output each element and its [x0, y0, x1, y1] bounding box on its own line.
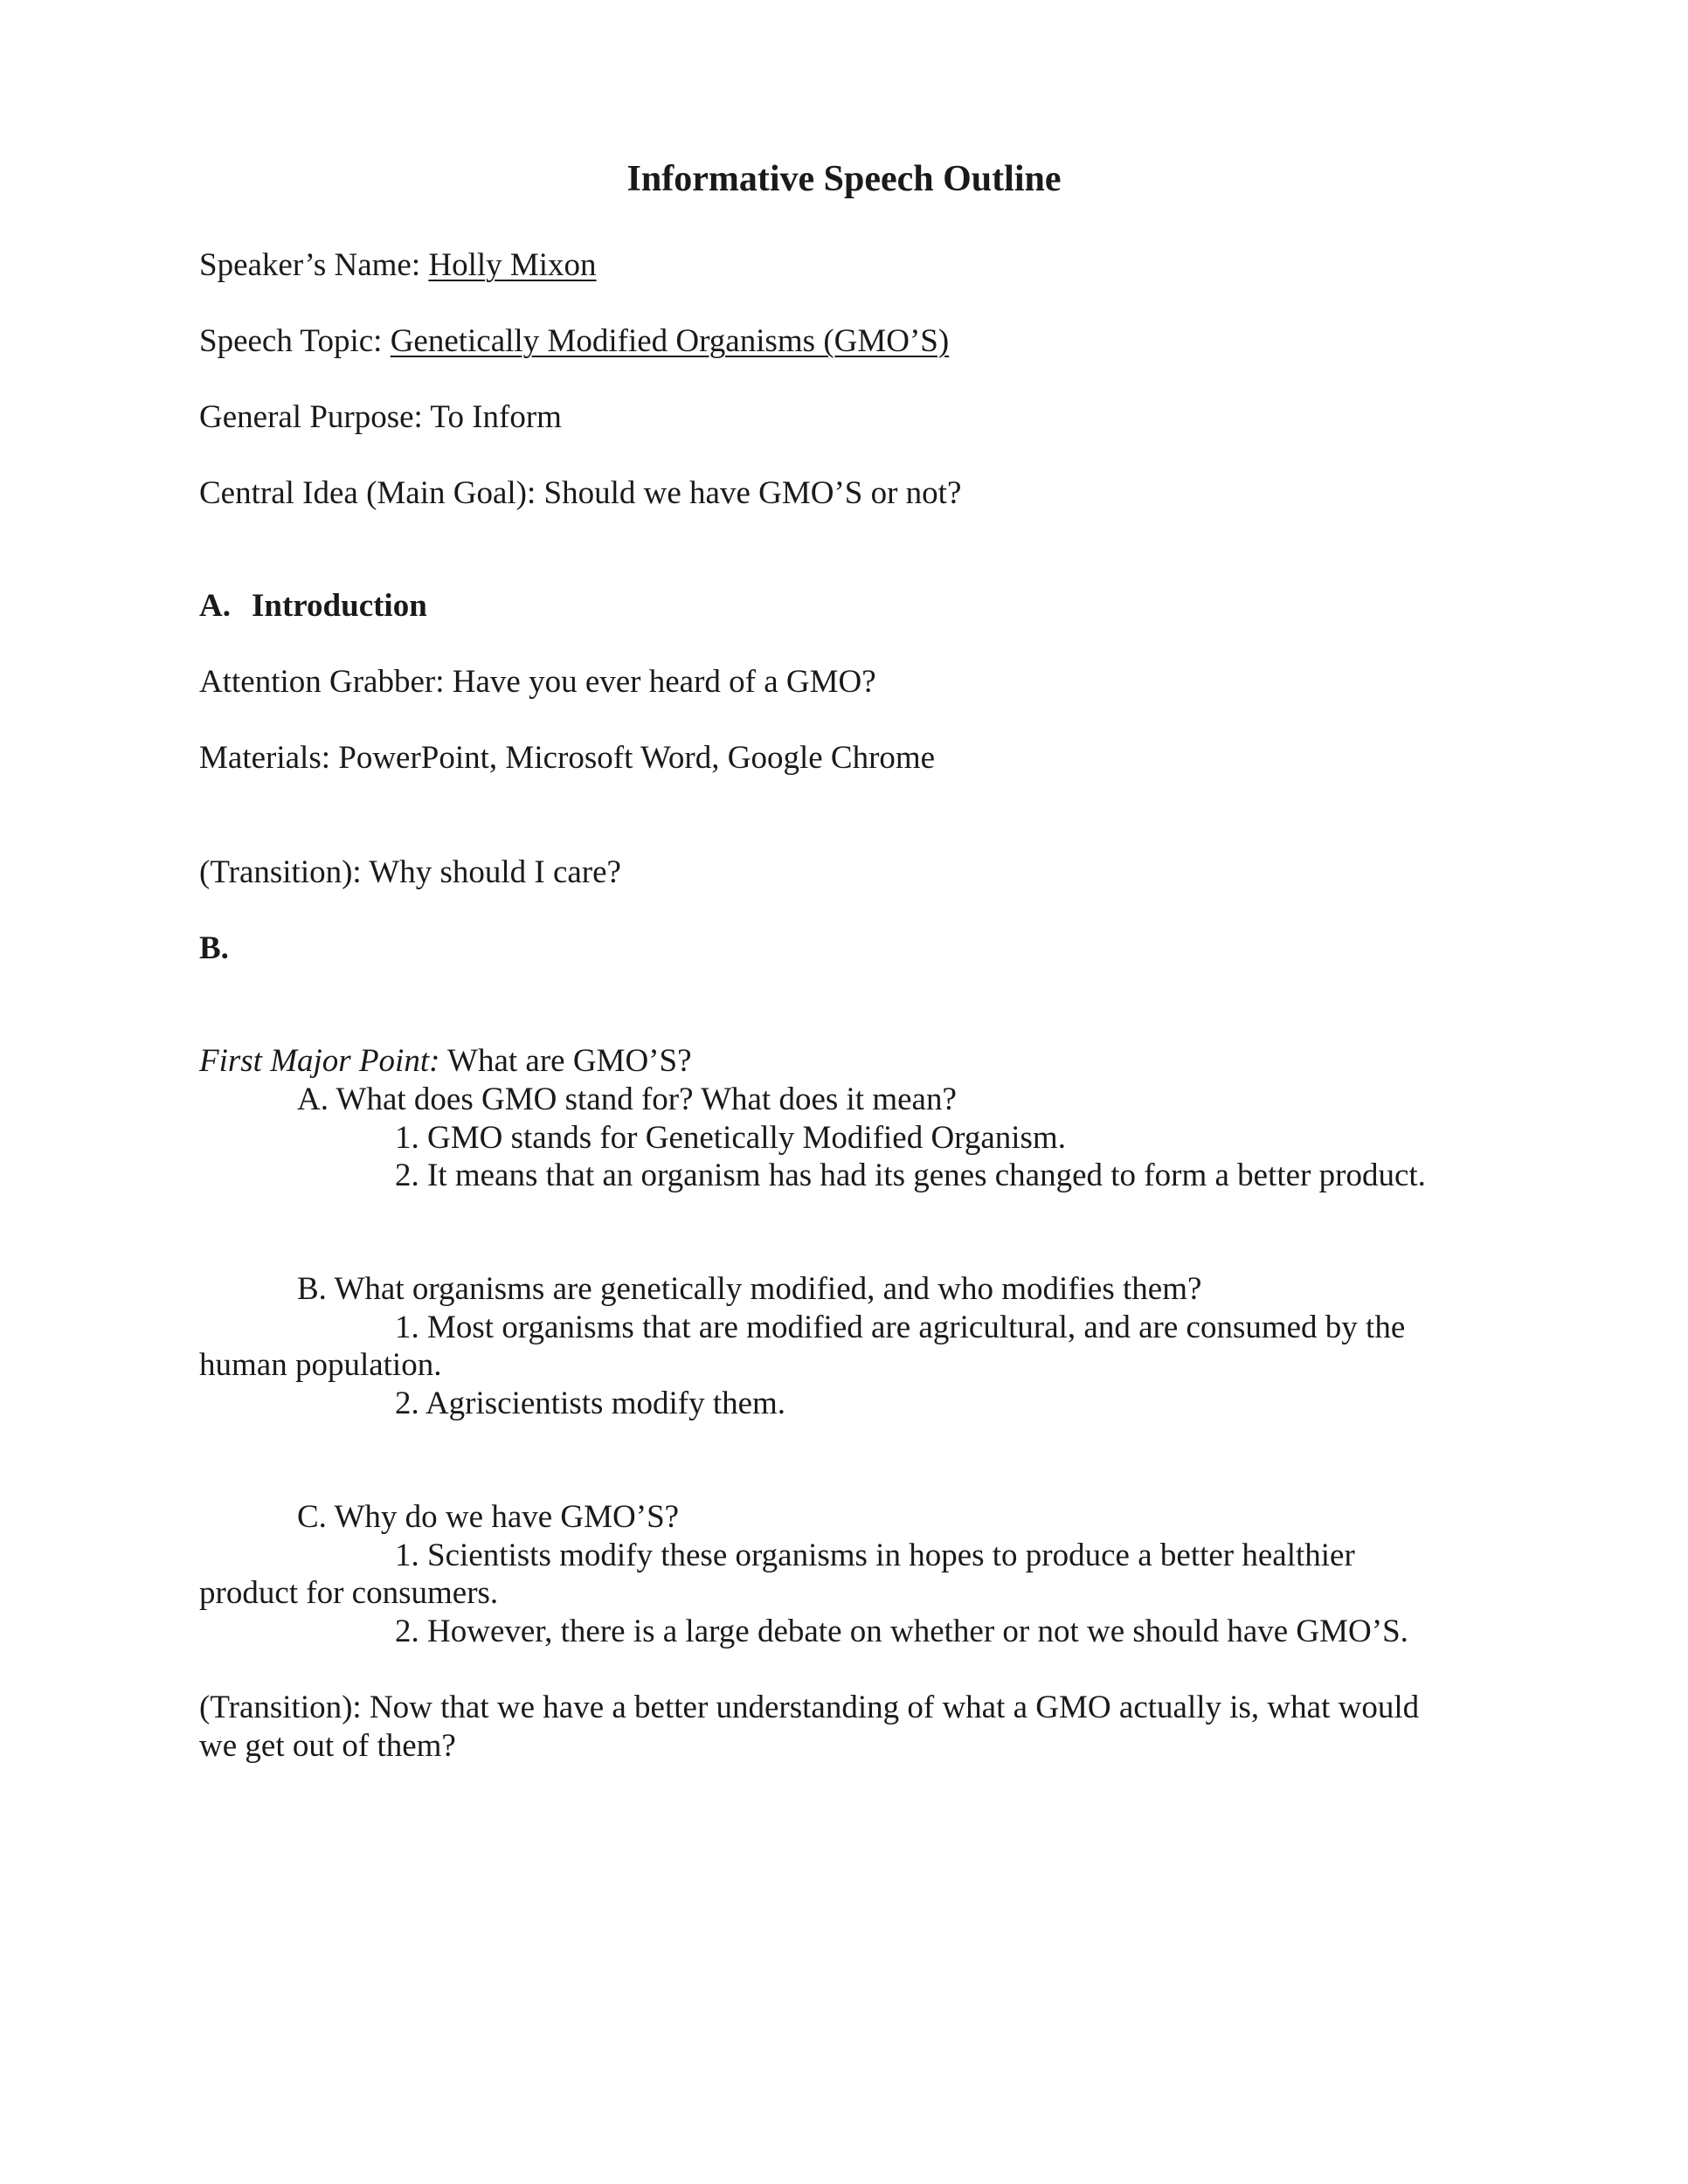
point-a-heading: A. What does GMO stand for? What does it mean? — [297, 1082, 957, 1117]
point-a-item-1: 1. GMO stands for Genetically Modified Organism. — [395, 1120, 1066, 1156]
point-c-heading: C. Why do we have GMO’S? — [297, 1499, 680, 1535]
first-major-point-question: What are GMO’S? — [439, 1043, 692, 1079]
speech-topic-label: Speech Topic: — [199, 323, 391, 359]
point-a-item-2: 2. It means that an organism has had its genes changed to form a better product. — [395, 1158, 1426, 1193]
introduction-heading — [199, 587, 427, 625]
page-title: Informative Speech Outline — [626, 159, 1062, 199]
speaker-name-label: Speaker’s Name: — [199, 247, 429, 283]
point-b-item-2: 2. Agriscientists modify them. — [395, 1386, 786, 1421]
introduction-letter: A. — [199, 588, 231, 624]
point-c-item-2: 2. However, there is a large debate on whether or not we should have GMO’S. — [395, 1614, 1408, 1649]
point-b-item-1: 1. Most organisms that are modified are agricultural, and are consumed by the — [395, 1310, 1406, 1345]
general-purpose: General Purpose: To Inform — [199, 399, 562, 435]
attention-grabber: Attention Grabber: Have you ever heard of a GMO? — [199, 664, 876, 700]
first-major-point — [199, 1042, 692, 1081]
transition-first-point: (Transition): Now that we have a better understanding of what a GMO actually is, what would — [199, 1690, 1420, 1725]
speaker-name-value: Holly Mixon — [428, 247, 597, 283]
central-idea: Central Idea (Main Goal): Should we have GMO’S or not? — [199, 475, 962, 511]
point-b-heading: B. What organisms are genetically modified, and who modifies them? — [297, 1271, 1202, 1307]
speaker-name-line — [199, 246, 597, 285]
section-b-heading: B. — [199, 930, 229, 966]
point-c-item-1-continued: product for consumers. — [199, 1575, 499, 1611]
speech-topic-line — [199, 322, 949, 361]
introduction-title: Introduction — [251, 588, 427, 624]
transition-intro: (Transition): Why should I care? — [199, 854, 621, 890]
speech-topic-value: Genetically Modified Organisms (GMO’S) — [390, 323, 950, 359]
point-b-item-1-continued: human population. — [199, 1347, 442, 1383]
first-major-point-label: First Major Point: — [199, 1043, 440, 1079]
point-c-item-1: 1. Scientists modify these organisms in hopes to produce a better healthier — [395, 1538, 1355, 1573]
materials: Materials: PowerPoint, Microsoft Word, Google Chrome — [199, 740, 936, 776]
transition-first-point-continued: we get out of them? — [199, 1728, 456, 1764]
